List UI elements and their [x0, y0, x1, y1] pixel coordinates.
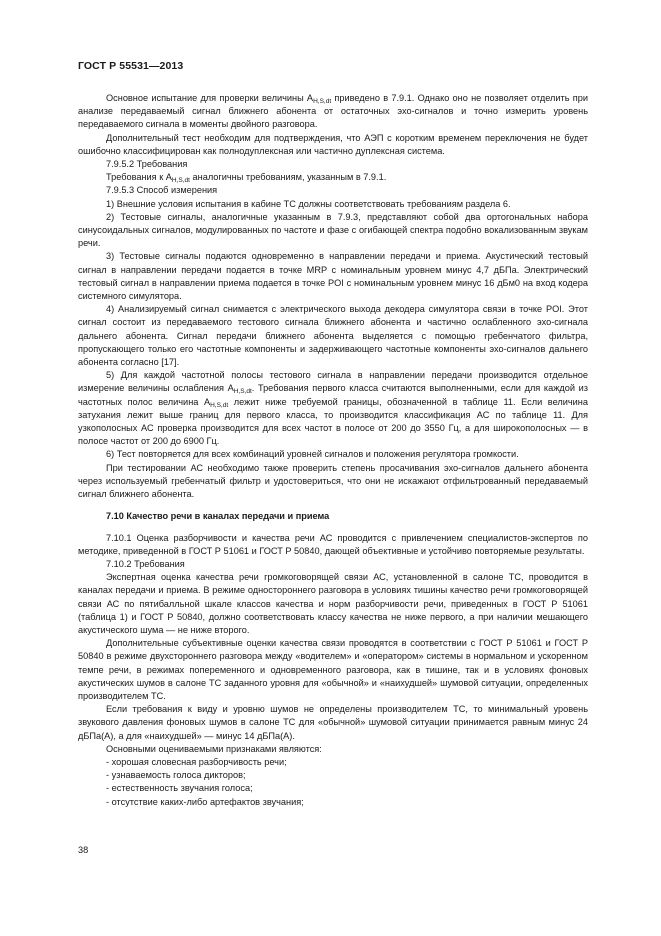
list-item-2: 2) Тестовые сигналы, аналогичные указанным в 7.9.3, представляют собой два ортогональных набора синусоидальных сигналов, модулированных по частоте и фазе с огибающей спектра подобно вокализованным звукам речи.	[78, 211, 588, 249]
list-intro: Основными оцениваемыми признаками являются:	[106, 743, 322, 754]
paragraph: Если требования к виду и уровню шумов не определены производителем ТС, то минимальный уровень звукового давления фоновых шумов в салоне ТС для «обычной» шумовой ситуации принимается равным минус 24 дБПа(А), а для «наихудшей» — минус 14 дБПа(А).	[78, 704, 588, 741]
paragraph: При тестировании АС необходимо также проверить степень просачивания эхо-сигналов дальнего абонента через используемый гребенчатый фильтр и удостовериться, что они не искажают отфильтрованный передаваемый сигнал ближнего абонента.	[78, 462, 588, 500]
document-body	[78, 92, 588, 809]
bullet-item: - хорошая словесная разборчивость речи;	[106, 756, 287, 767]
list-item-4: 4) Анализируемый сигнал снимается с электрического выхода декодера симулятора связи в точке POI. Этот сигнал состоит из передаваемого тестового сигнала ближнего абонента и частично ослабленного эхо-сигнала дальнего абонента. Сигнал передачи ближнего абонента выделяется с помощью гребенчатого фильтра, пропускающего только его частотные компоненты и задерживающего частотные компоненты эхо-сигналов дальнего абонента согласно [17].	[78, 304, 588, 368]
page-number: 38	[78, 845, 89, 855]
section-heading-7-10-2: 7.10.2 Требования	[106, 558, 185, 569]
paragraph: 7.10.1 Оценка разборчивости и качества речи АС проводится с привлечением специалистов-экспертов по методике, приведенной в ГОСТ Р 51061 и ГОСТ Р 50840, дающей объективные и устойчиво повторяемые результаты.	[78, 532, 588, 556]
list-item-1: 1) Внешние условия испытания в кабине ТС должны соответствовать требованиям раздела 6.	[106, 198, 511, 209]
list-item-6: 6) Тест повторяется для всех комбинаций уровней сигналов и положения регулятора громкости.	[106, 449, 519, 460]
section-heading-7-9-5-2: 7.9.5.2 Требования	[106, 159, 188, 170]
list-item-3: 3) Тестовые сигналы подаются одновременно в направлении передачи и приема. Акустический тестовый сигнал в направлении передачи подается в точке MRP с номинальным уровнем минус 4,7 дБПа. Электрический тестовый сигнал в направлении приема подается в точке POI с номинальным уровнем минус 16 дБм0 на вход кодера системного симулятора.	[78, 251, 588, 302]
section-heading-7-10: 7.10 Качество речи в каналах передачи и приема	[106, 511, 330, 522]
paragraph: Дополнительные субъективные оценки качества связи проводятся в соответствии с ГОСТ Р 51061 и ГОСТ Р 50840 в режиме двухстороннего разговора между «водителем» и «оператором» системы в нормальном и ускоренном темпе речи, в режимах попеременного и одновременного разговора, как в тишине, так и в условиях фоновых акустических шумов в салоне ТС заданного уровня для «обычной» и «наихудшей» шумовой ситуации, определенных производителем ТС.	[78, 638, 588, 701]
bullet-item: - отсутствие каких-либо артефактов звучания;	[106, 796, 304, 807]
paragraph: Дополнительный тест необходим для подтверждения, что АЭП с коротким временем переключения не будет ошибочно классифицирован как полнодуплексная или частично дуплексная система.	[78, 132, 588, 156]
list-item-5: 5) Для каждой частотной полосы тестового сигнала в направлении передачи производится отдельное измерение величины ослабления $A_{H,S,dt}$. Требования первого класса считаются выполненными, если для каждой из частотных полос величина $A_{H,S,dt}$ лежит ниже требуемой границы, обозначенной в таблице 11. Если величина затухания лежит выше границ для первого класса, то производится классификация АС по таблице 11. Для узкополосных АС проверка производится для всех частот в полосе от 200 до 3550 Гц, а для широкополосных — в полосе частот от 200 до 6900 Гц.	[78, 370, 588, 447]
paragraph: Экспертная оценка качества речи громкоговорящей связи АС, установленной в салоне ТС, проводится в каналах передачи и приема. В режиме одностороннего разговора в условиях тишины качество речи громкоговорящей связи АС по пятибалльной шкале классов качества и норм разборчивости речи, приведенных в ГОСТ Р 51061 (таблица 1) и ГОСТ Р 50840, должно соответствовать классу качества не ниже первого, а при наличии мешающего акустического шума — не ниже второго.	[78, 572, 588, 635]
paragraph: Основное испытание для проверки величины $A_{H,S,dt}$ приведено в 7.9.1. Однако оно не позволяет отделить при анализе передаваемый сигнал ближнего абонента от остаточных эхо-сигналов и точно измерить уровень передаваемого сигнала в моменты двойного разговора.	[78, 93, 588, 130]
section-heading-7-9-5-3: 7.9.5.3 Способ измерения	[106, 185, 218, 196]
bullet-item: - узнаваемость голоса дикторов;	[106, 770, 246, 781]
bullet-item: - естественность звучания голоса;	[106, 783, 253, 794]
page-header-standard: ГОСТ Р 55531—2013	[78, 60, 184, 72]
paragraph: Требования к $A_{H,S,dt}$ аналогичны требованиям, указанным в 7.9.1.	[106, 172, 387, 185]
